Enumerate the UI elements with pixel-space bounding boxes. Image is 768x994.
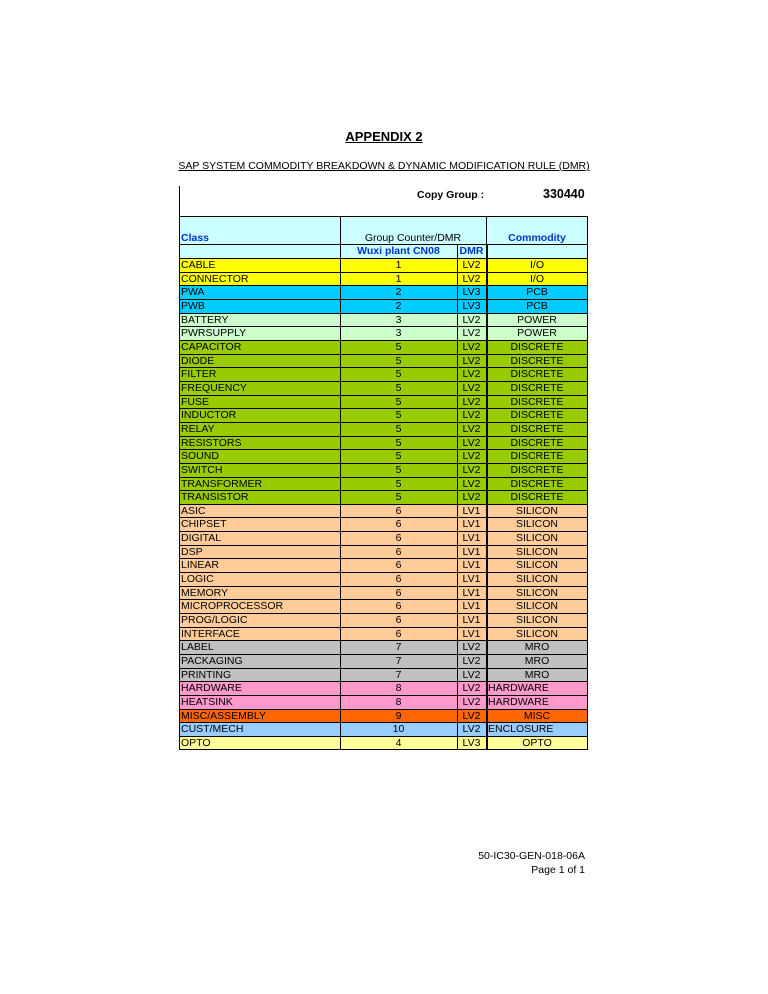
table-row [179,545,588,559]
class-cell: ASIC [181,504,206,517]
table-header [179,216,588,244]
group-counter-cell: 9 [395,709,402,722]
dmr-cell: LV2 [462,641,481,654]
commodity-cell: DISCRETE [510,436,564,449]
dmr-cell: LV1 [462,518,481,531]
commodity-cell: DISCRETE [510,381,564,394]
table-row [179,722,588,736]
commodity-cell: DISCRETE [510,422,564,435]
footer [478,849,585,877]
class-cell: FUSE [181,395,210,408]
dmr-cell: LV2 [462,340,481,353]
dmr-cell: LV1 [462,504,481,517]
table-row [179,627,588,641]
class-cell: RESISTORS [181,436,242,449]
commodity-cell: PCB [526,286,548,299]
group-counter-cell: 2 [395,286,402,299]
commodity-cell: SILICON [515,504,558,517]
commodity-cell: I/O [529,272,544,285]
commodity-cell: DISCRETE [510,340,564,353]
dmr-cell: LV2 [462,327,481,340]
table-row [179,613,588,627]
commodity-cell: SILICON [515,532,558,545]
table-row [179,340,588,354]
group-counter-cell: 10 [392,723,405,736]
commodity-cell: DISCRETE [510,491,564,504]
dmr-cell: LV3 [462,299,481,312]
left-border-line [179,186,180,216]
group-counter-cell: 1 [395,259,402,271]
table-row [179,408,588,422]
commodity-cell: DISCRETE [510,450,564,463]
dmr-cell: LV2 [462,313,481,326]
header-plant: Wuxi plant CN08 [357,245,440,257]
document-number: 50-IC30-GEN-018-06A [478,850,585,862]
class-cell: PACKAGING [181,655,243,668]
table-row [179,422,588,436]
class-cell: SWITCH [181,463,223,476]
class-cell: INDUCTOR [181,409,237,422]
commodity-cell: SILICON [515,573,558,586]
commodity-cell: I/O [529,259,544,271]
group-counter-cell: 6 [395,573,402,586]
group-counter-cell: 6 [395,614,402,627]
class-cell: HARDWARE [181,682,242,695]
dmr-cell: LV1 [462,573,481,586]
table-row [179,709,588,723]
commodity-cell: PCB [526,299,548,312]
commodity-cell: SILICON [515,600,558,613]
commodity-cell: HARDWARE [488,696,549,708]
group-counter-cell: 6 [395,504,402,517]
page-subtitle: SAP SYSTEM COMMODITY BREAKDOWN & DYNAMIC MODIFICATION RULE (DMR) [178,160,590,172]
dmr-cell: LV2 [462,477,481,490]
table-row [179,477,588,491]
class-cell: PROG/LOGIC [181,614,248,627]
class-cell: MEMORY [181,586,229,599]
commodity-cell: DISCRETE [510,395,564,408]
dmr-cell: LV3 [462,736,481,749]
group-counter-cell: 3 [395,327,402,340]
table-row [179,367,588,381]
group-counter-cell: 5 [395,450,402,463]
class-cell: LABEL [181,641,214,654]
dmr-cell: LV2 [462,381,481,394]
dmr-cell: LV1 [462,532,481,545]
group-counter-cell: 5 [395,409,402,422]
group-counter-cell: 5 [395,436,402,449]
class-cell: FILTER [181,368,217,381]
commodity-cell: SILICON [515,518,558,531]
dmr-cell: LV2 [462,422,481,435]
commodity-cell: DISCRETE [510,409,564,422]
table-row [179,272,588,286]
class-cell: MICROPROCESSOR [181,600,284,613]
copy-group-value: 330440 [543,187,585,201]
group-counter-cell: 5 [395,491,402,504]
class-cell: CUST/MECH [181,723,244,736]
table-row [179,354,588,368]
commodity-cell: DISCRETE [510,463,564,476]
table-row [179,654,588,668]
commodity-cell: HARDWARE [488,682,549,695]
class-cell: INTERFACE [181,627,240,640]
dmr-cell: LV2 [462,436,481,449]
commodity-cell: SILICON [515,586,558,599]
group-counter-cell: 6 [395,545,402,558]
commodity-cell: SILICON [515,627,558,640]
group-counter-cell: 5 [395,477,402,490]
class-cell: CAPACITOR [181,340,242,353]
class-cell: LINEAR [181,559,219,572]
commodity-cell: SILICON [515,614,558,627]
class-cell: DSP [181,545,203,558]
class-cell: PWB [181,299,205,312]
dmr-cell: LV2 [462,354,481,367]
dmr-cell: LV2 [462,491,481,504]
page-number: Page 1 of 1 [531,864,585,876]
class-cell: PWA [181,286,205,299]
group-counter-cell: 5 [395,395,402,408]
commodity-cell: SILICON [515,559,558,572]
class-cell: BATTERY [181,313,229,326]
table-row [179,517,588,531]
table-row [179,313,588,327]
group-counter-cell: 4 [395,736,402,749]
class-cell: TRANSISTOR [181,491,249,504]
class-cell: MISC/ASSEMBLY [181,709,266,722]
dmr-cell: LV1 [462,586,481,599]
table-row [179,586,588,600]
dmr-cell: LV2 [462,682,481,695]
table-row [179,504,588,518]
group-counter-cell: 6 [395,518,402,531]
group-counter-cell: 7 [395,655,402,668]
dmr-cell: LV2 [462,668,481,681]
class-cell: CABLE [181,259,216,271]
class-cell: PWRSUPPLY [181,327,247,340]
dmr-cell: LV3 [462,286,481,299]
table-row [179,668,588,682]
header-dmr: DMR [459,245,484,257]
dmr-cell: LV1 [462,627,481,640]
dmr-cell: LV1 [462,545,481,558]
group-counter-cell: 7 [395,668,402,681]
table-row [179,736,588,750]
class-cell: LOGIC [181,573,214,586]
copy-group-label: Copy Group : [417,189,485,201]
dmr-cell: LV2 [462,709,481,722]
dmr-cell: LV2 [462,463,481,476]
table-row [179,681,588,695]
group-counter-cell: 6 [395,586,402,599]
dmr-cell: LV2 [462,696,481,708]
table-row [179,572,588,586]
table-row [179,395,588,409]
header-class: Class [181,232,210,244]
class-cell: OPTO [181,736,211,749]
table-row [179,381,588,395]
dmr-cell: LV2 [462,395,481,408]
class-cell: CHIPSET [181,518,227,531]
table-row [179,285,588,299]
class-cell: DIGITAL [181,532,222,545]
group-counter-cell: 6 [395,559,402,572]
group-counter-cell: 5 [395,368,402,381]
dmr-cell: LV1 [462,600,481,613]
class-cell: TRANSFORMER [181,477,263,490]
header-group-counter: Group Counter/DMR [364,232,462,244]
group-counter-cell: 2 [395,299,402,312]
class-cell: CONNECTOR [181,272,249,285]
class-cell: DIODE [181,354,215,367]
class-cell: SOUND [181,450,219,463]
commodity-cell: POWER [517,313,557,326]
class-cell: RELAY [181,422,215,435]
table-row [179,258,588,272]
table-body [179,258,588,750]
dmr-cell: LV2 [462,450,481,463]
class-cell: HEATSINK [181,696,233,708]
table-row [179,558,588,572]
group-counter-cell: 6 [395,532,402,545]
table-row [179,449,588,463]
dmr-cell: LV2 [462,723,481,736]
commodity-cell: MRO [524,641,550,654]
dmr-cell: LV2 [462,272,481,285]
dmr-cell: LV2 [462,409,481,422]
commodity-cell: DISCRETE [510,354,564,367]
table-row [179,326,588,340]
table-row [179,531,588,545]
commodity-cell: DISCRETE [510,368,564,381]
dmr-cell: LV2 [462,655,481,668]
commodity-cell: MISC [523,709,551,722]
commodity-cell: OPTO [522,736,552,749]
group-counter-cell: 8 [395,696,402,708]
commodity-cell: SILICON [515,545,558,558]
group-counter-cell: 8 [395,682,402,695]
commodity-cell: MRO [524,655,550,668]
table-row [179,299,588,313]
table-row [179,640,588,654]
group-counter-cell: 6 [395,627,402,640]
group-counter-cell: 7 [395,641,402,654]
group-counter-cell: 5 [395,463,402,476]
table-subheader [179,244,588,258]
commodity-cell: POWER [517,327,557,340]
table-row [179,490,588,504]
commodity-cell: DISCRETE [510,477,564,490]
table-row [179,436,588,450]
header-commodity: Commodity [508,232,566,244]
group-counter-cell: 5 [395,340,402,353]
commodity-cell: MRO [524,668,550,681]
commodity-cell: ENCLOSURE [488,723,554,736]
table-row [179,599,588,613]
group-counter-cell: 5 [395,354,402,367]
class-cell: PRINTING [181,668,232,681]
class-cell: FREQUENCY [181,381,247,394]
table-row [179,463,588,477]
table-row [179,695,588,709]
dmr-cell: LV1 [462,614,481,627]
group-counter-cell: 6 [395,600,402,613]
group-counter-cell: 5 [395,381,402,394]
dmr-cell: LV1 [462,559,481,572]
commodity-table [179,216,588,750]
group-counter-cell: 3 [395,313,402,326]
dmr-cell: LV2 [462,368,481,381]
page-title: APPENDIX 2 [345,129,423,144]
group-counter-cell: 1 [395,272,402,285]
dmr-cell: LV2 [462,259,481,271]
group-counter-cell: 5 [395,422,402,435]
